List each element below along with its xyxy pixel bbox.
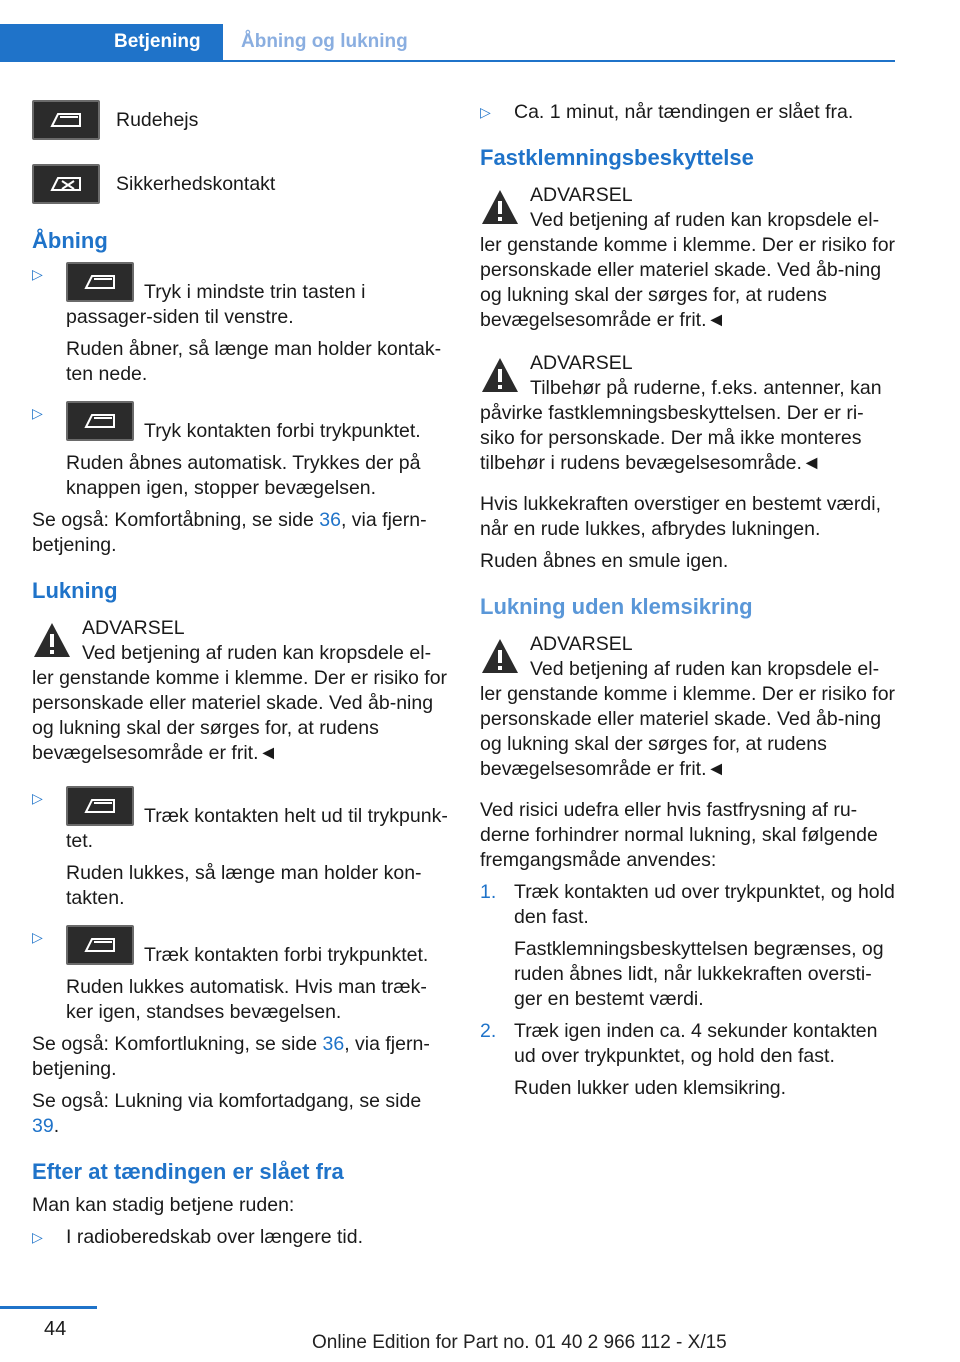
warning-title: ADVARSEL bbox=[530, 184, 633, 206]
warning-text: Ved betjening af ruden kan kropsdele el-ler genstande komme i klemme. Der er risiko for personskade eller materiel skade. Ved åb-ning og lukning skal der sørges for, at rudens bevægelsesområde er frit.◄ bbox=[480, 658, 896, 780]
warning-icon bbox=[480, 187, 520, 227]
heading-pinch-protection: Fastklemningsbeskyttelse bbox=[480, 145, 754, 170]
chapter-title: Betjening bbox=[114, 31, 201, 52]
step-result: Ruden åbnes automatisk. Trykkes der på knappen igen, stopper bevægelsen. bbox=[66, 452, 421, 499]
triangle-bullet-icon: ▷ bbox=[32, 266, 43, 282]
warning-text: Ved betjening af ruden kan kropsdele el-ler genstande komme i klemme. Der er risiko for personskade eller materiel skade. Ved åb-ning og lukning skal der sørges for, at rudens bevægelsesområde er frit.◄ bbox=[480, 209, 896, 331]
heading-closing: Lukning bbox=[32, 578, 118, 603]
footer-rule bbox=[0, 1306, 97, 1309]
icon-row-window-lift bbox=[32, 100, 452, 140]
warning-text: Ved betjening af ruden kan kropsdele el-ler genstande komme i klemme. Der er risiko for personskade eller materiel skade. Ved åb-ning og lukning skal der sørges for, at rudens bevægelsesområde er frit.◄ bbox=[32, 642, 448, 764]
warning-title: ADVARSEL bbox=[82, 617, 185, 639]
step-result: Fastklemningsbeskyttelsen begrænses, og ruden åbnes lidt, når lukkekraften oversti-ger en bestemt værdi. bbox=[514, 938, 884, 1010]
triangle-bullet-icon: ▷ bbox=[32, 405, 43, 421]
warning-icon bbox=[480, 636, 520, 676]
warning-title: ADVARSEL bbox=[530, 352, 633, 374]
page-link[interactable]: 36 bbox=[319, 509, 341, 531]
header-rule bbox=[0, 60, 895, 62]
page-number: 44 bbox=[44, 1318, 67, 1340]
heading-after-ignition: Efter at tændingen er slået fra bbox=[32, 1159, 344, 1184]
warning-box bbox=[480, 632, 898, 782]
right-column bbox=[480, 100, 898, 1108]
list-item bbox=[32, 786, 452, 854]
step-text: Træk kontakten forbi trykpunktet. bbox=[144, 944, 429, 966]
window-lift-icon bbox=[66, 401, 134, 441]
window-lift-icon bbox=[32, 100, 100, 140]
window-lift-icon bbox=[66, 786, 134, 826]
page-header bbox=[0, 24, 895, 62]
triangle-bullet-icon: ▷ bbox=[32, 790, 43, 806]
paragraph: Man kan stadig betjene ruden: bbox=[32, 1194, 295, 1216]
warning-icon bbox=[32, 620, 72, 660]
item-number: 2. bbox=[480, 1020, 497, 1042]
paragraph: Ved risici udefra eller hvis fastfrysning af ru-derne forhindrer normal lukning, skal følgende fremgangsmåde anvendes: bbox=[480, 799, 878, 871]
safety-switch-icon bbox=[32, 164, 100, 204]
page-link[interactable]: 36 bbox=[322, 1033, 345, 1055]
step-text: Træk igen inden ca. 4 sekunder kontakten ud over trykpunktet, og hold den fast. bbox=[514, 1020, 878, 1067]
icon-row-safety-switch bbox=[32, 164, 452, 204]
numbered-item bbox=[480, 880, 898, 930]
page-link[interactable]: 39 bbox=[32, 1115, 54, 1137]
see-also: Se også: Lukning via komfortadgang, se side 39. bbox=[32, 1090, 422, 1137]
step-text: Tryk kontakten forbi trykpunktet. bbox=[144, 420, 421, 442]
item-number: 1. bbox=[480, 881, 497, 903]
list-item bbox=[32, 401, 452, 444]
header-tab-chapter bbox=[0, 24, 223, 60]
triangle-bullet-icon: ▷ bbox=[480, 104, 491, 120]
section-title: Åbning og lukning bbox=[241, 31, 408, 52]
warning-box bbox=[32, 616, 452, 766]
step-text: Træk kontakten helt ud til trykpunk-tet. bbox=[66, 805, 448, 852]
step-result: Ruden lukker uden klemsikring. bbox=[514, 1077, 787, 1099]
list-item bbox=[32, 925, 452, 968]
step-result: Ruden lukkes, så længe man holder kon-takten. bbox=[66, 862, 422, 909]
warning-text: Tilbehør på ruderne, f.eks. antenner, kan påvirke fastklemningsbeskyttelsen. Der er ri-siko for personskade. Der må ikke monteres tilbehør i rudens bevægelsesområde.◄ bbox=[480, 377, 882, 474]
list-item bbox=[32, 1225, 452, 1250]
paragraph: Ruden åbnes en smule igen. bbox=[480, 550, 729, 572]
window-lift-icon bbox=[66, 925, 134, 965]
triangle-bullet-icon: ▷ bbox=[32, 929, 43, 945]
step-result: Ruden lukkes automatisk. Hvis man træk-ker igen, standses bevægelsen. bbox=[66, 976, 427, 1023]
heading-opening: Åbning bbox=[32, 228, 108, 253]
see-also: Se også: Komfortlukning, se side 36, via fjern-betjening. bbox=[32, 1033, 430, 1080]
warning-box bbox=[480, 183, 898, 333]
window-lift-icon bbox=[66, 262, 134, 302]
paragraph: Hvis lukkekraften overstiger en bestemt værdi, når en rude lukkes, afbrydes lukningen. bbox=[480, 493, 881, 540]
warning-title: ADVARSEL bbox=[530, 633, 633, 655]
step-result: Ruden åbner, så længe man holder kontak-ten nede. bbox=[66, 338, 442, 385]
left-column bbox=[32, 100, 452, 1257]
warning-icon bbox=[480, 355, 520, 395]
step-text: Tryk i mindste trin tasten i passager-siden til venstre. bbox=[66, 281, 366, 328]
bullet-text: I radioberedskab over længere tid. bbox=[66, 1226, 364, 1248]
list-item bbox=[32, 262, 452, 330]
warning-box bbox=[480, 351, 898, 476]
icon-row-label: Sikkerhedskontakt bbox=[116, 172, 276, 195]
triangle-bullet-icon: ▷ bbox=[32, 1229, 43, 1245]
numbered-item bbox=[480, 1019, 898, 1069]
icon-row-label: Rudehejs bbox=[116, 108, 199, 131]
step-text: Træk kontakten ud over trykpunktet, og hold den fast. bbox=[514, 881, 895, 928]
see-also: Se også: Komfortåbning, se side 36, via fjern-betjening. bbox=[32, 509, 427, 556]
heading-no-pinch: Lukning uden klemsikring bbox=[480, 594, 753, 619]
list-item bbox=[480, 100, 898, 125]
edition-text: Online Edition for Part no. 01 40 2 966 112 - X/15 bbox=[312, 1332, 727, 1353]
bullet-text: Ca. 1 minut, når tændingen er slået fra. bbox=[514, 101, 854, 123]
